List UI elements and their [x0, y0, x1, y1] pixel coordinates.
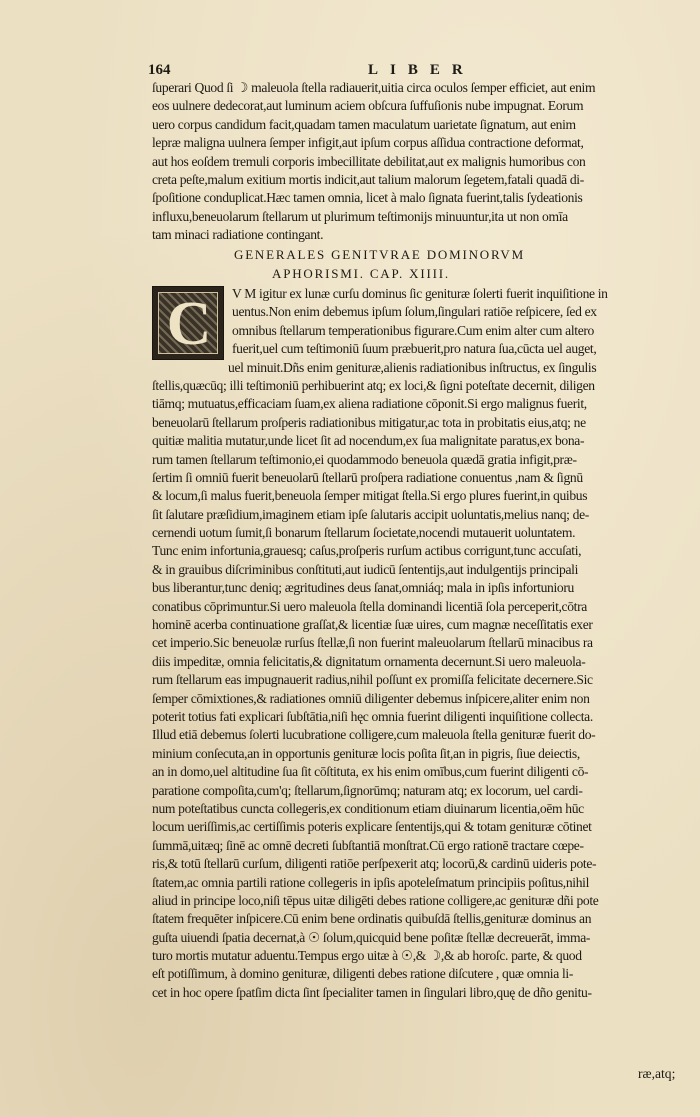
text-line: paratione compoſita,cum'q; ſtellarum,ſignorūmq; naturam atq; ex locorum, uel cardi- — [152, 782, 583, 798]
text-line: ſit ſalutare præſidium,imaginem etiam ipſe ſalutaris accipit uoluntatis,melius nanq; de- — [152, 506, 589, 522]
text-line: ſtatem,ac omnia partili ratione collegeris in ipſis apoteleſmatum principiis poſitus,nihil — [152, 874, 590, 890]
text-line: Illud etiā debemus ſolerti lucubratione colligere,cum maleuola ſtella genituræ fuerit do- — [152, 727, 596, 743]
text-line: ris,& totū ſtellarū curſum, diligenti ratiōe perſpexerit atq; locorū,& cardinū uideris pote- — [152, 856, 597, 872]
text-line: hominē acerba continuatione graſſat,& licentiæ ſuæ uires, cum magnæ neceſſitatis exer — [152, 617, 593, 633]
text-line: tam minaci radiatione contingant. — [152, 227, 324, 243]
text-line: ſtatem frequēter inſpicere.Cū enim bene ordinatis quibuſdā ſtellis,genituræ dominus an — [152, 911, 592, 927]
text-line: quitiæ malitia mutatur,unde licet ſit ad nocendum,ex ſua malignitate paratus,ex bona- — [152, 433, 585, 449]
text-line: cernendi uotum ſumit,ſi bonarum ſtellarum ſocietate,nocendi mutauerit uoluntatem. — [152, 525, 576, 541]
text-line: eos uulnere dedecorat,aut luminum aciem obſcura ſuffuſionis nube impugnat. Eorum — [152, 98, 584, 114]
text-line: an in domo,uel altitudine ſua ſit cōſtituta, ex his enim omībus,cum fuerint diligenti cō- — [152, 764, 589, 780]
text-line: ſtellis,quæcūq; illi teſtimoniū perhibuerint atq; ex loci,& ſigni poteſtate decernit, diligen — [152, 377, 595, 393]
text-line: guſta uiuendi ſpatia decernat,à ☉ ſolum,quicquid bene poſitæ ſtellæ decreuerāt, imma- — [152, 929, 591, 945]
chapter-title-line-1: GENERALES GENITVRAE DOMINORVM — [234, 247, 525, 262]
text-line: uentus.Non enim debemus ipſum ſolum,ſingulari ratiōe reſpicere, ſed ex — [232, 304, 597, 320]
text-line: ſummā,uitæq; ſinē ac omnē decreti ſubſtantiā monſtrat.Cū ergo rationē tractare cœpe- — [152, 837, 584, 853]
text-line: uel minuit.Dñs enim genituræ,alienis radiationibus inſtructus, ex ſingulis — [228, 359, 597, 375]
text-line: diis impeditæ, omnia felicitatis,& dignitatum ornamenta decernunt.Si uero maleuola- — [152, 653, 586, 669]
text-line: uero corpus candidum facit,quadam tamen maculatum uarietate ſignatum, aut enim — [152, 116, 576, 132]
text-line: aliud in principe loco,niſi tēpus uitæ diligēti debes ratione colligere,ac genituræ dñi pote — [152, 892, 599, 908]
chapter-title-line-2: APHORISMI. CAP. XIIII. — [272, 266, 450, 281]
text-line: ſpoſitione conduplicat.Hæc tamen omnia, licet à malo ſignata fuerint,talis ſydeationis — [152, 190, 583, 206]
text-line: conatibus cōprimuntur.Si uero maleuola ſtella dominandi licentiā ſola perceperit,cōtra — [152, 598, 587, 614]
text-line: locum ueriſſimis,ac certiſſimis poteris explicare ſententijs,qui & totam genituræ cōtinet — [152, 819, 592, 835]
text-line: creta peſte,malum exitium mortis indicit,aut talium malorum ſegetem,fatali quadā di- — [152, 171, 584, 187]
text-line: turo mortis mutatur aduentu.Tempus ergo uitæ à ☉,& ☽,& ab horoſc. parte, & quod — [152, 948, 582, 964]
text-line: poterit totius fati explicari ſubſtātia,niſi hęc omnia fuerint diligenti inquiſitione collecta. — [152, 708, 593, 724]
text-line: ſuperari Quod ſi ☽ maleuola ſtella radiauerit,uitia circa oculos ſemper efficiet, aut enim — [152, 80, 596, 95]
text-line: rum tamen ſtellarum teſtimonio,ei quodammodo beneuola quædā gratia infigit,præ- — [152, 451, 577, 467]
paragraph-2 — [152, 285, 684, 1002]
paragraph-1 — [152, 79, 684, 245]
text-line: aut hos eoſdem tremuli corporis imbecillitate debilitat,aut ex malignis humoribus con — [152, 153, 586, 169]
drop-cap-letter: C — [166, 290, 212, 358]
text-line: tiāmq; mutuatus,efficaciam ſuam,ex aliena radiatione cōponit.Si ergo malignus fuerit, — [152, 396, 587, 412]
text-line: influxu,beneuolarum ſtellarum ut plurimum teſtimonijs minuuntur,ita ut non omīa — [152, 208, 568, 224]
text-line: beneuolarū ſtellarum proſperis radiationibus mitigatur,ac tota in probitatis eius,atq; ne — [152, 414, 586, 430]
text-line: bus liberantur,tunc deniq; ægritudines deus ſanat,omniáq; mala in ipſis infortunioru — [152, 580, 574, 596]
catchword: ræ,atq; — [638, 1066, 676, 1081]
text-line: num poteſtatibus cuncta collegeris,ex conditionum etiam diuinarum licentia,oēm hūc — [152, 800, 584, 816]
text-line: rum ſtellarum eas impugnauerit radius,nihil poſſunt ex promiſſa felicitate decernere.Sic — [152, 672, 593, 688]
page-number: 164 — [148, 62, 171, 78]
text-line: cet imperio.Sic beneuolæ rurſus ſtellæ,ſi non fuerint maleuolarum ſtellarū minacibus ra — [152, 635, 593, 651]
text-line: eſt potiſſimum, à domino genituræ, diligenti debes ratione diſcutere , quæ omnia li- — [152, 966, 573, 982]
text-line: fuerit,uel cum teſtimoniū ſuum præbuerit,pro natura ſua,cūcta uel auget, — [232, 341, 597, 357]
text-line: minium conſecuta,an in opportunis genituræ locis poſita ſit,an in pigris, ſiue deiectis, — [152, 745, 580, 761]
text-line: cet in hoc opere ſpatſim dicta ſint ſpecialiter tamen in ſingulari libro,quę de dño genitu- — [152, 984, 592, 1000]
text-line: ſertim ſi omniū fuerit beneuolarū ſtellarū proſpera radiatione conuentus ,nam & ſignū — [152, 469, 583, 485]
text-line: & in grauibus diſcriminibus conſtituti,aut iudicū ſententijs,aut indulgentijs principali — [152, 561, 579, 577]
text-line: omnibus ſtellarum temperationibus figurare.Cum enim alter cum altero — [232, 322, 595, 338]
text-line: V M igitur ex lunæ curſu dominus ſic genituræ ſolerti fuerit inquiſitione in — [232, 286, 608, 301]
text-line: Tunc enim infortunia,grauesq; caſus,proſperis rurſum actibus corrigunt,tunc accuſati, — [152, 543, 582, 559]
running-head-title: LIBER — [368, 62, 475, 78]
text-line: & locum,ſi malus fuerit,beneuola ſemper mitigat ſtella.Si ergo plures fuerint,in quibus — [152, 488, 588, 504]
text-line: lepræ maligna uulnera ſemper infigit,aut ipſum corpus aſſidua contractione deformat, — [152, 135, 584, 151]
text-line: ſemper cōmixtiones,& radiationes omniū diligenter debemus inſpicere,aliter enim non — [152, 690, 590, 706]
chapter-heading — [152, 245, 684, 283]
